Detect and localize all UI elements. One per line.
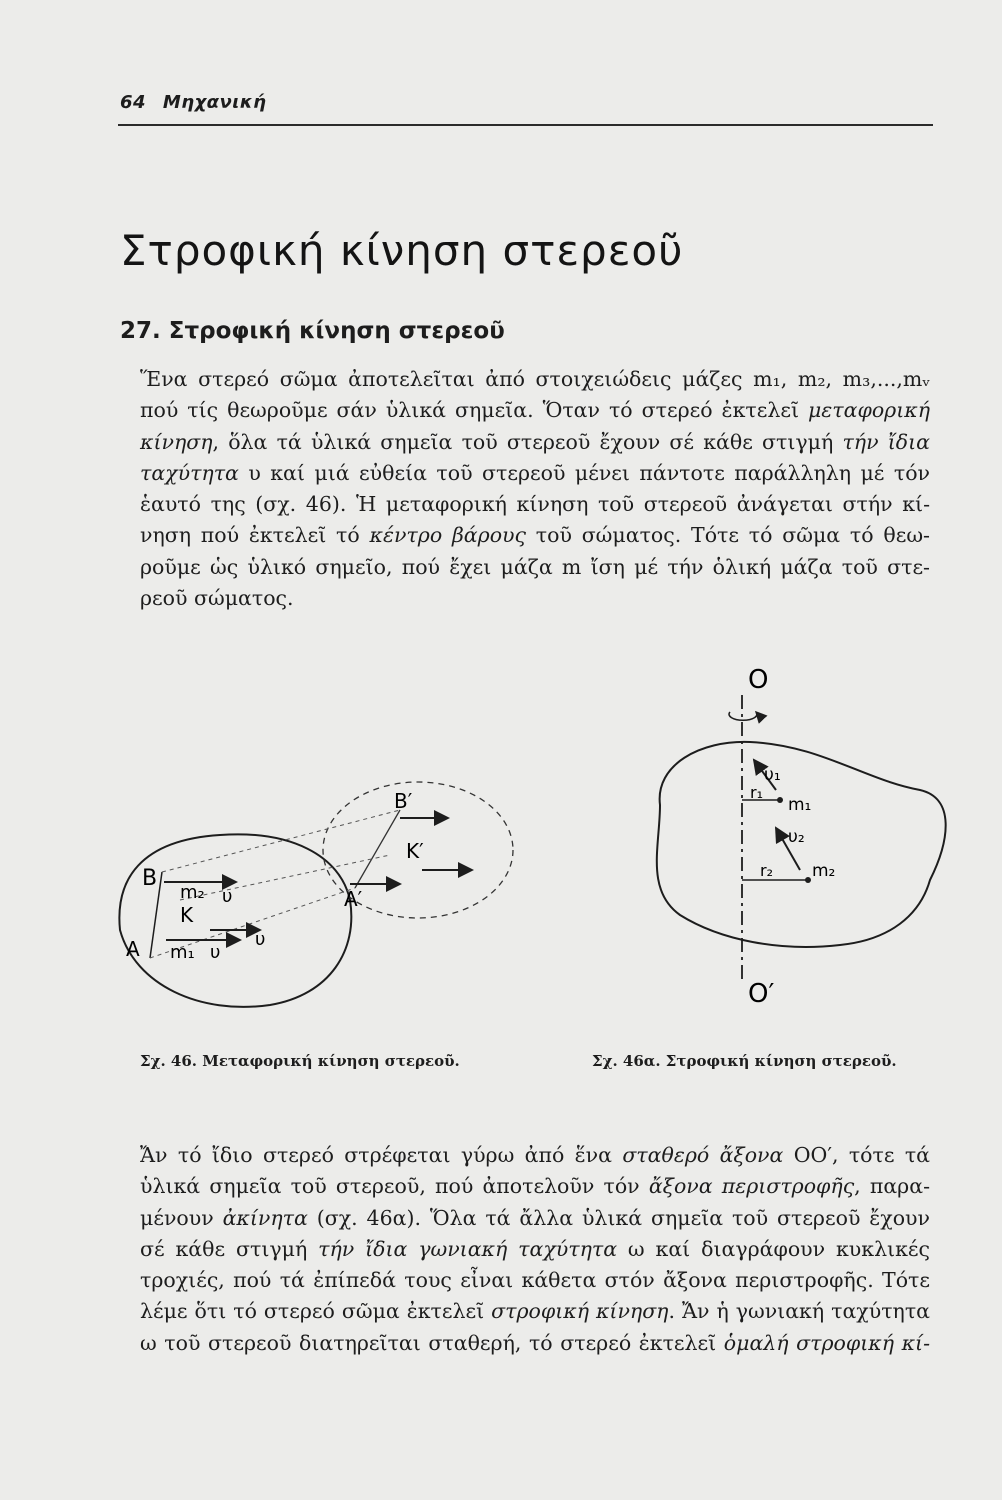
label-v1: υ₁ <box>764 765 781 785</box>
label-b: B <box>142 866 158 891</box>
text-line: μένουν ἀκίνητα (σχ. 46α). Ὅλα τά ἄλλα ὑλικά σημεῖα τοῦ στερεοῦ ἔχουν <box>140 1205 930 1230</box>
figure-46a-caption: Σχ. 46α. Στροφική κίνηση στερεοῦ. <box>592 1052 897 1070</box>
text-line: πού τίς θεωροῦμε σάν ὑλικά σημεῖα. Ὅταν τό στερεό ἐκτελεῖ μεταφορική <box>140 398 930 423</box>
text-line: ταχύτητα υ καί μιά εὐθεία τοῦ στερεοῦ μένει πάντοτε παράλληλη μέ τόν <box>140 460 930 485</box>
text-line: κίνηση, ὅλα τά ὑλικά σημεῖα τοῦ στερεοῦ ἔχουν σέ κάθε στιγμή τήν ἴδια <box>140 429 930 454</box>
text-line: ἑαυτό της (σχ. 46). Ἡ μεταφορική κίνηση τοῦ στερεοῦ ἀνάγεται στήν κί- <box>140 492 930 517</box>
label-m1: m₁ <box>170 942 195 963</box>
rotation-indicator <box>729 712 757 720</box>
text-line: Ἄν τό ἴδιο στερεό στρέφεται γύρω ἀπό ἕνα σταθερό ἄξονα ΟΟ′, τότε τά <box>140 1143 930 1167</box>
text-line: ὑλικά σημεῖα τοῦ στερεοῦ, πού ἀποτελοῦν τόν ἄξονα περιστροφῆς, παρα- <box>140 1174 930 1199</box>
label-r2: r₂ <box>760 861 773 880</box>
text-line: ρεοῦ σώματος. <box>140 586 294 611</box>
text-line: λέμε ὅτι τό στερεό σῶμα ἐκτελεῖ στροφική κίνηση. Ἄν ἡ γωνιακή ταχύτητα <box>140 1299 931 1324</box>
label-r1: r₁ <box>750 783 763 802</box>
label-k-prime: K′ <box>406 839 424 863</box>
section-heading <box>120 318 505 344</box>
section-number: 27. <box>120 318 161 344</box>
chapter-title: Στροφική κίνηση στερεοῦ <box>120 226 684 275</box>
label-m2: m₂ <box>180 882 205 903</box>
label-v-center: υ <box>255 929 266 950</box>
figures <box>100 640 950 1080</box>
running-title: Μηχανική <box>162 92 267 113</box>
dashed-path <box>162 810 400 872</box>
label-b-prime: B′ <box>394 789 413 813</box>
header-rule <box>118 124 933 126</box>
label-v-m2: υ <box>222 886 233 907</box>
label-a-prime: A′ <box>344 887 363 911</box>
paragraph-rotational <box>140 1140 930 1359</box>
paragraph-translational <box>140 364 930 614</box>
figure-46 <box>119 782 513 1007</box>
text-line: ω τοῦ στερεοῦ διατηρεῖται σταθερή, τό στερεό ἐκτελεῖ ὁμαλή στροφική κί- <box>140 1330 930 1355</box>
text-line: Ἕνα στερεό σῶμα ἀποτελεῖται ἀπό στοιχειώδεις μάζες m₁, m₂, m₃,...,mᵥ <box>140 367 930 391</box>
rigid-body-outline <box>119 834 351 1007</box>
figure-46a <box>657 665 946 1009</box>
label-v2: υ₂ <box>788 827 805 847</box>
text-line: τροχιές, πού τά ἐπίπεδά τους εἶναι κάθετα στόν ἄξονα περιστροφῆς. Τότε <box>140 1268 930 1293</box>
label-a: A <box>126 937 140 961</box>
point-m1 <box>777 797 783 803</box>
label-v-m1: υ <box>210 942 221 963</box>
text-line: σέ κάθε στιγμή τήν ἴδια γωνιακή ταχύτητα ω καί διαγράφουν κυκλικές <box>140 1236 931 1261</box>
text-line: νηση πού ἐκτελεῖ τό κέντρο βάρους τοῦ σώματος. Τότε τό σῶμα τό θεω- <box>140 523 930 548</box>
figure-46-caption: Σχ. 46. Μεταφορική κίνηση στερεοῦ. <box>140 1052 460 1070</box>
text-line: ροῦμε ὡς ὑλικό σημεῖο, πού ἔχει μάζα m ἴση μέ τήν ὁλική μάζα τοῦ στε- <box>140 554 930 579</box>
label-m2: m₂ <box>812 861 836 881</box>
segment-a-b-prime <box>355 810 400 888</box>
label-k: K <box>180 903 194 927</box>
section-title: Στροφική κίνηση στερεοῦ <box>168 318 505 344</box>
running-header <box>120 92 930 113</box>
page-number: 64 <box>120 92 147 113</box>
label-axis-o: O <box>748 665 769 695</box>
point-m2 <box>805 877 811 883</box>
label-axis-o-prime: O′ <box>748 979 775 1009</box>
label-m1: m₁ <box>788 795 812 815</box>
